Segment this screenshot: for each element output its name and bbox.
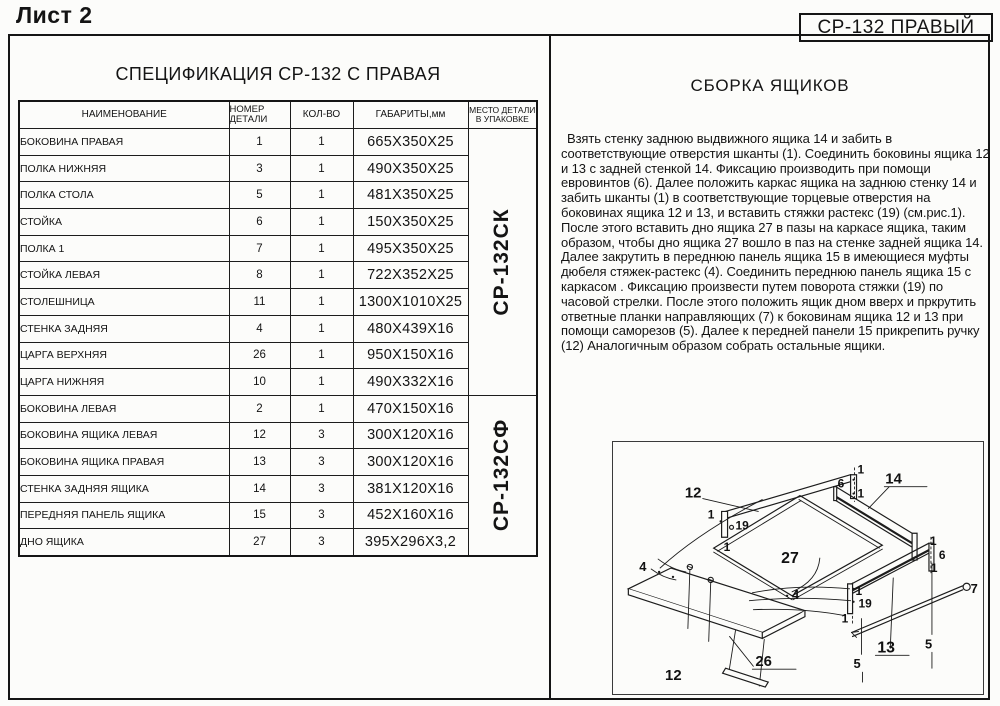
- spec-table-header: [19, 101, 537, 129]
- cell-part-number: 1: [229, 129, 290, 156]
- cell-quantity: 1: [290, 155, 353, 182]
- cell-part-number: 11: [229, 289, 290, 316]
- spec-table-row: [19, 422, 537, 449]
- cell-quantity: 1: [290, 235, 353, 262]
- cell-name: ПОЛКА НИЖНЯЯ: [19, 155, 229, 182]
- spec-table-row: [19, 342, 537, 369]
- cell-name: СТОЛЕШНИЦА: [19, 289, 229, 316]
- cell-dimensions: 490X332X16: [353, 369, 468, 396]
- cell-part-number: 8: [229, 262, 290, 289]
- assembly-title: СБОРКА ЯЩИКОВ: [690, 76, 850, 95]
- cell-dimensions: 480X439X16: [353, 315, 468, 342]
- cell-part-number: 4: [229, 315, 290, 342]
- spec-table-row: [19, 475, 537, 502]
- cell-quantity: 1: [290, 289, 353, 316]
- spec-table-title: СПЕЦИФИКАЦИЯ СР-132 С ПРАВАЯ: [115, 64, 441, 84]
- cell-part-number: 12: [229, 422, 290, 449]
- cell-quantity: 1: [290, 209, 353, 236]
- figure-part-number-label: 1: [857, 462, 865, 477]
- figure-part-number-label: 13: [877, 639, 896, 657]
- figure-part-number-label: 26: [755, 654, 772, 671]
- spec-table-row: [19, 235, 537, 262]
- cell-quantity: 3: [290, 449, 353, 476]
- figure-part-number-label: 1: [841, 611, 849, 626]
- cell-part-number: 26: [229, 342, 290, 369]
- spec-table-row: [19, 529, 537, 556]
- figure-part-number-label: 1: [723, 540, 731, 555]
- spec-table-row: [19, 182, 537, 209]
- cell-part-number: 10: [229, 369, 290, 396]
- spec-table-row: [19, 289, 537, 316]
- figure-part-number-label: 4: [639, 558, 647, 574]
- cell-name: БОКОВИНА ПРАВАЯ: [19, 129, 229, 156]
- cell-quantity: 3: [290, 422, 353, 449]
- cell-name: СТЕНКА ЗАДНЯЯ: [19, 315, 229, 342]
- figure-part-number-label: 12: [684, 485, 702, 502]
- cell-package-group: [468, 129, 537, 396]
- figure-part-number-label: 1: [855, 583, 863, 598]
- assembly-instructions: Взять стенку заднюю выдвижного ящика 14 и забить в соответствующие отверстия шканты (1). Соединить боковины ящика 12 и 13 с задней стенкой 14. Фиксацию производить при помощи евровинтов (6). Далее положить каркас ящика на заднюю стенку 14 и забить шканты (1) в соответствующие торцевые отверстия на боковинах ящика 12 и 13, и вставить стяжки растекс (19) (см.рис.1). После этого вставить дно ящика 27 в пазы на каркасе ящика, таким образом, чтобы дно ящика 27 вошло в паз на стенке задней ящика 14. Далее закрутить в переднюю панель ящика 15 в имеющиеся муфты дюбеля стяжек-растекс (4). Соединить переднюю панель ящика 15 с каркасом . Фиксацию произвести путем поворота стяжки (19) по часовой стрелки. После этого положить ящик дном вверх и пркрутить ответные планки направляющих (7) к боковинам ящика 12 и 13 при помощи саморезов (5). Далее к передней панели 15 прикрепить ручку (12) Аналогичным образом собрать остальные ящики.: [561, 131, 990, 354]
- cell-name: ПЕРЕДНЯЯ ПАНЕЛЬ ЯЩИКА: [19, 502, 229, 529]
- cell-dimensions: 470X150X16: [353, 395, 468, 422]
- spec-table-row: [19, 449, 537, 476]
- cell-quantity: 3: [290, 502, 353, 529]
- model-badge: СР-132 ПРАВЫЙ: [799, 13, 993, 42]
- panel-divider: [549, 34, 551, 700]
- cell-dimensions: 300X120X16: [353, 422, 468, 449]
- spec-table: [18, 100, 538, 557]
- cell-dimensions: 452X160X16: [353, 502, 468, 529]
- figure-part-number-label: 19: [735, 518, 749, 533]
- col-header-part-number: НОМЕР ДЕТАЛИ: [229, 101, 290, 129]
- spec-table-row: [19, 155, 537, 182]
- cell-part-number: 13: [229, 449, 290, 476]
- cell-dimensions: 150X350X25: [353, 209, 468, 236]
- cell-quantity: 1: [290, 369, 353, 396]
- cell-part-number: 5: [229, 182, 290, 209]
- cell-part-number: 14: [229, 475, 290, 502]
- cell-name: СТОЙКА: [19, 209, 229, 236]
- col-header-dimensions: ГАБАРИТЫ,мм: [353, 101, 468, 129]
- cell-quantity: 3: [290, 475, 353, 502]
- drawer-assembly-figure: [612, 441, 984, 695]
- package-group-label: СР-132СФ: [490, 419, 514, 532]
- figure-front-panel: [628, 568, 805, 638]
- cell-name: ЦАРГА ВЕРХНЯЯ: [19, 342, 229, 369]
- figure-part-number-label: 19: [858, 596, 872, 611]
- cell-dimensions: 950X150X16: [353, 342, 468, 369]
- cell-dimensions: 722X352X25: [353, 262, 468, 289]
- cell-quantity: 1: [290, 129, 353, 156]
- spec-table-row: [19, 209, 537, 236]
- figure-part-number-label: 1: [857, 486, 865, 501]
- spec-table-body: [19, 129, 537, 556]
- figure-part-number-label: 1: [707, 507, 715, 522]
- figure-part-number-label: 1: [929, 534, 937, 549]
- figure-part-number-label: 5: [853, 656, 861, 672]
- figure-part-number-label: 12: [665, 668, 682, 685]
- figure-part-number-label: 6: [837, 476, 845, 491]
- drawer-exploded-view: [613, 442, 983, 694]
- cell-dimensions: 490X350X25: [353, 155, 468, 182]
- package-group-label: СР-132СК: [490, 208, 514, 316]
- cell-quantity: 1: [290, 262, 353, 289]
- cell-dimensions: 1300X1010X25: [353, 289, 468, 316]
- figure-leader-lines: [703, 487, 932, 682]
- cell-part-number: 3: [229, 155, 290, 182]
- spec-table-row: [19, 315, 537, 342]
- cell-quantity: 3: [290, 529, 353, 556]
- figure-part-number-label: 6: [938, 548, 946, 563]
- cell-name: ЦАРГА НИЖНЯЯ: [19, 369, 229, 396]
- col-header-package-place: МЕСТО ДЕТАЛИ В УПАКОВКЕ: [468, 101, 537, 129]
- spec-table-row: [19, 369, 537, 396]
- col-header-quantity: КОЛ-ВО: [290, 101, 353, 129]
- cell-name: БОКОВИНА ЛЕВАЯ: [19, 395, 229, 422]
- cell-name: ПОЛКА 1: [19, 235, 229, 262]
- col-header-name: НАИМЕНОВАНИЕ: [19, 101, 229, 129]
- figure-part-number-label: 14: [885, 471, 902, 488]
- figure-part-number-label: 1: [930, 560, 938, 575]
- sheet-number-label: Лист 2: [16, 2, 93, 28]
- cell-quantity: 1: [290, 395, 353, 422]
- cell-name: ПОЛКА СТОЛА: [19, 182, 229, 209]
- cell-part-number: 2: [229, 395, 290, 422]
- figure-part-number-label: 27: [781, 550, 799, 568]
- figure-part-number-label: 5: [924, 636, 933, 652]
- cell-name: ДНО ЯЩИКА: [19, 529, 229, 556]
- cell-quantity: 1: [290, 182, 353, 209]
- cell-dimensions: 495X350X25: [353, 235, 468, 262]
- cell-part-number: 27: [229, 529, 290, 556]
- cell-name: БОКОВИНА ЯЩИКА ПРАВАЯ: [19, 449, 229, 476]
- cell-name: СТЕНКА ЗАДНЯЯ ЯЩИКА: [19, 475, 229, 502]
- spec-table-row: [19, 395, 537, 422]
- cell-part-number: 7: [229, 235, 290, 262]
- figure-rastex-hole: [730, 525, 734, 529]
- cell-dimensions: 665X350X25: [353, 129, 468, 156]
- cell-part-number: 6: [229, 209, 290, 236]
- cell-name: БОКОВИНА ЯЩИКА ЛЕВАЯ: [19, 422, 229, 449]
- figure-part-number-label: 7: [970, 580, 978, 596]
- cell-name: СТОЙКА ЛЕВАЯ: [19, 262, 229, 289]
- spec-table-row: [19, 262, 537, 289]
- cell-dimensions: 381X120X16: [353, 475, 468, 502]
- spec-table-row: [19, 129, 537, 156]
- cell-quantity: 1: [290, 342, 353, 369]
- cell-dimensions: 395X296X3,2: [353, 529, 468, 556]
- cell-part-number: 15: [229, 502, 290, 529]
- cell-dimensions: 481X350X25: [353, 182, 468, 209]
- cell-package-group: [468, 395, 537, 555]
- figure-part-number-label: 4: [792, 586, 800, 602]
- cell-quantity: 1: [290, 315, 353, 342]
- spec-table-row: [19, 502, 537, 529]
- cell-dimensions: 300X120X16: [353, 449, 468, 476]
